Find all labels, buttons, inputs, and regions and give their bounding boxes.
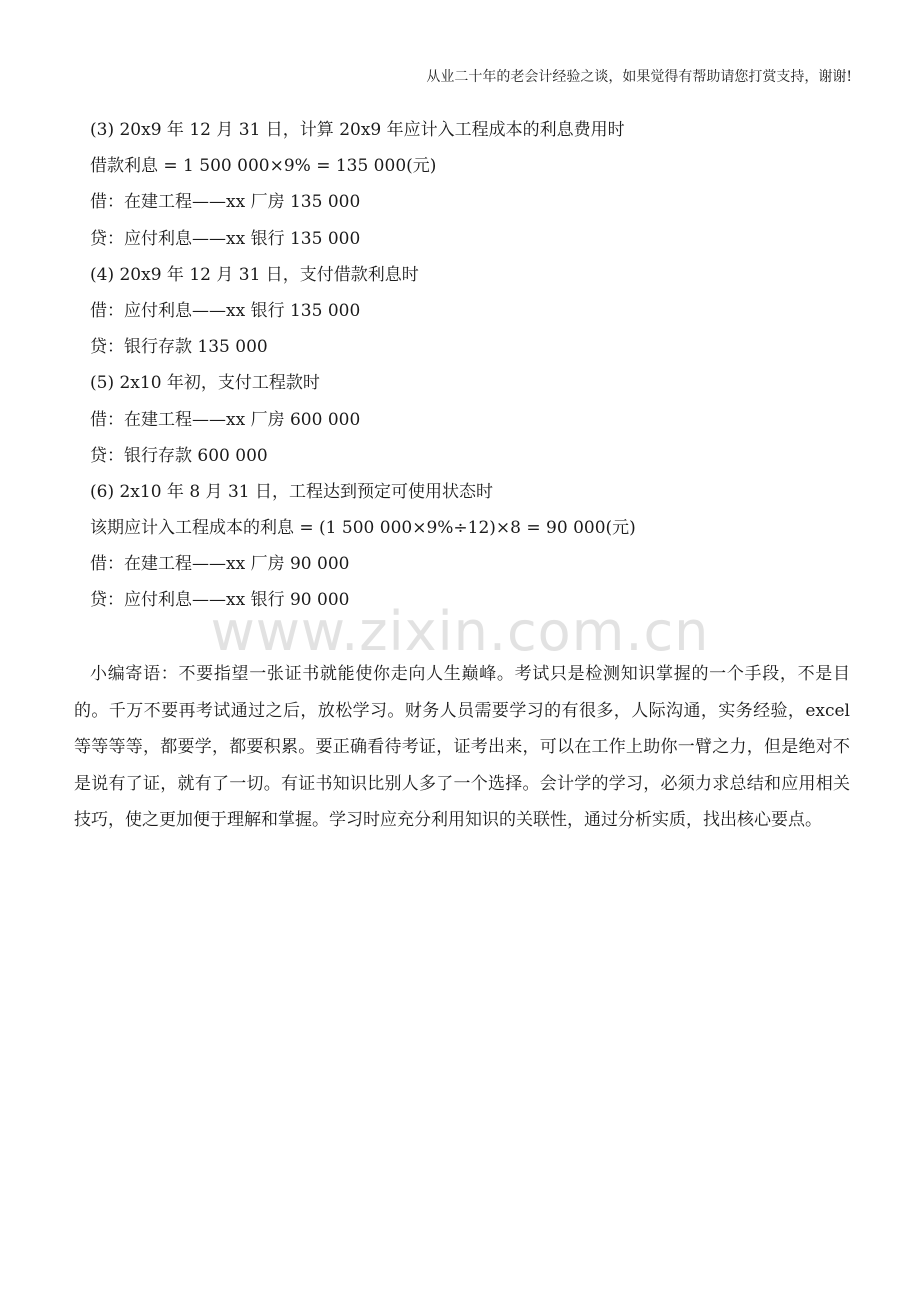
watermark: www.zixin.com.cn	[210, 600, 710, 663]
entry-line: (5) 2x10 年初，支付工程款时	[90, 373, 320, 394]
entry-line: 借：在建工程——xx 厂房 600 000	[90, 409, 361, 430]
entry-line: 该期应计入工程成本的利息 = (1 500 000×9%÷12)×8 = 90 000(元)	[90, 518, 636, 539]
entry-line: 借：在建工程——xx 厂房 135 000	[90, 192, 361, 213]
entry-line: (4) 20x9 年 12 月 31 日，支付借款利息时	[90, 264, 419, 285]
entry-line: (3) 20x9 年 12 月 31 日，计算 20x9 年应计入工程成本的利息费用时	[90, 120, 625, 140]
closing-paragraph: 小编寄语：不要指望一张证书就能使你走向人生巅峰。考试只是检测知识掌握的一个手段，不是目的。千万不要再考试通过之后，放松学习。财务人员需要学习的有很多，人际沟通，实务经验，excel 等等等等，都要学，都要积累。要正确看待考证，证考出来，可以在工作上助你一臂之力，但是绝对不是说有了证，就有了一切。有证书知识比别人多了一个选择。会计学的学习，必须力求总结和应用相关技巧，使之更加便于理解和掌握。学习时应充分利用知识的关联性，通过分析实质，找出核心要点。	[74, 664, 850, 830]
entry-line: (6) 2x10 年 8 月 31 日，工程达到预定可使用状态时	[90, 481, 493, 502]
entry-line: 借：在建工程——xx 厂房 90 000	[90, 554, 350, 575]
entry-line: 借：应付利息——xx 银行 135 000	[90, 300, 361, 321]
journal-entries	[90, 116, 636, 623]
entry-line: 贷：银行存款 600 000	[90, 445, 268, 466]
entry-line: 借款利息 = 1 500 000×9% = 135 000(元)	[90, 156, 437, 177]
entry-line: 贷：应付利息——xx 银行 90 000	[90, 590, 350, 611]
entry-line: 贷：银行存款 135 000	[90, 337, 268, 358]
entry-line: 贷：应付利息——xx 银行 135 000	[90, 228, 361, 249]
header-note: 从业二十年的老会计经验之谈，如果觉得有帮助请您打赏支持，谢谢!	[426, 69, 852, 85]
